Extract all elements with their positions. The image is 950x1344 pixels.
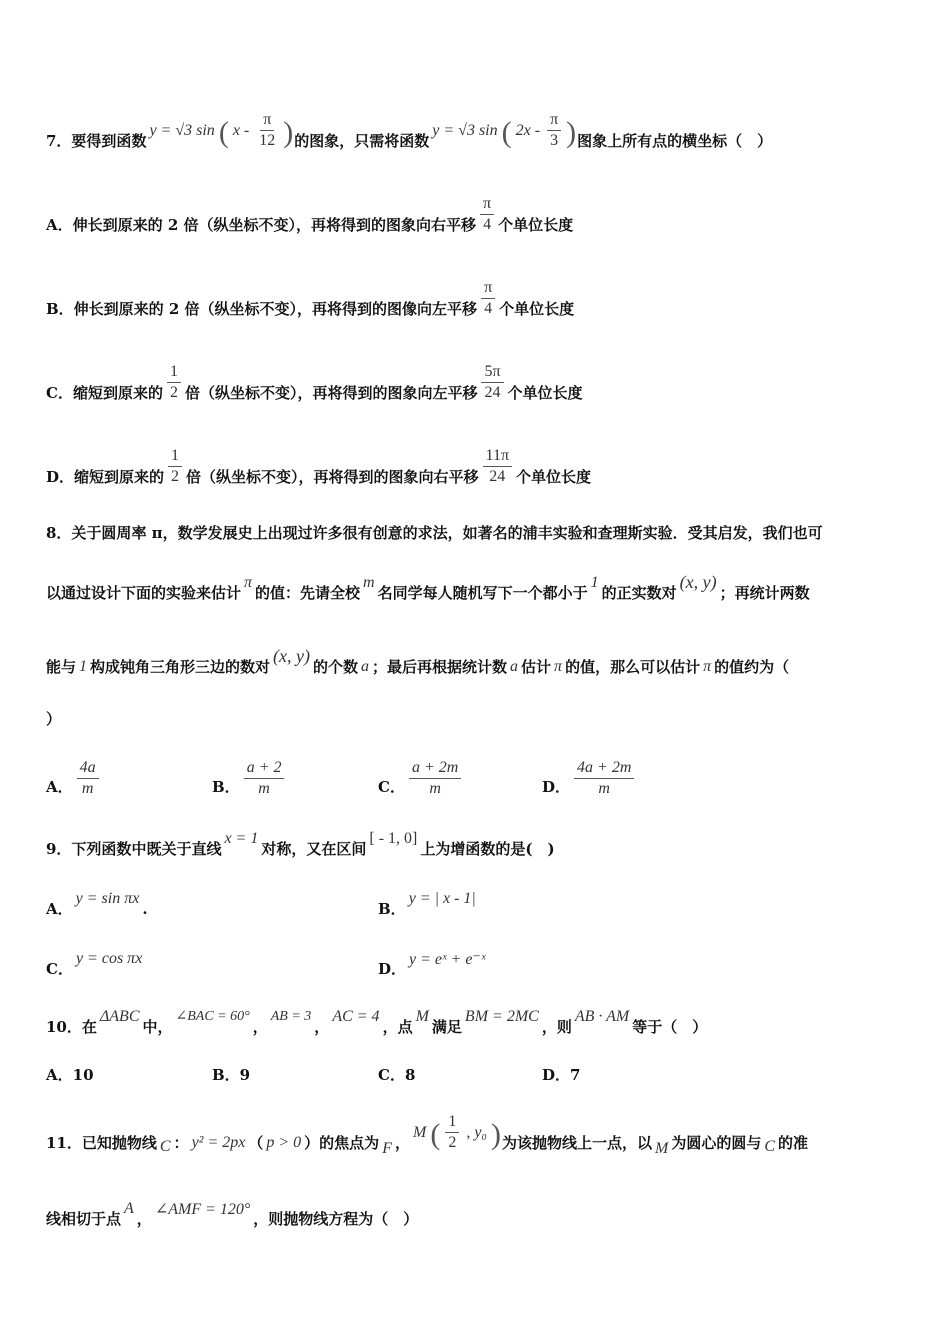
- q7-mid: 的图象，只需将函数: [294, 132, 430, 150]
- q7-func1: y = √3 sin: [149, 121, 215, 139]
- q8-line3: 能与 1 构成钝角三角形三边的数对 (x, y) 的个数 a ；最后再根据统计数 a 估计 π 的值，那么可以估计 π 的值约为（: [46, 646, 790, 676]
- paren-open: (: [430, 1117, 441, 1151]
- q10-option-b[interactable]: B．9: [212, 1066, 251, 1084]
- q7-stem: [46, 111, 910, 161]
- q8-option-a[interactable]: A． $\frac{4a}{m}$: [46, 766, 103, 807]
- q7-prefix: 7．要得到函数: [46, 132, 147, 150]
- q9-option-b[interactable]: B． y = | x - 1|: [378, 889, 476, 918]
- q7-option-d[interactable]: D．缩短到原来的 $\frac{1}{2}$ 倍（纵坐标不变），再将得到的图象向右平移 $\frac{11\pi}{24}$ 个单位长度: [46, 447, 592, 486]
- q7-func2-fraction: $\frac{\pi}{3}$: [547, 110, 561, 151]
- q10-stem: 10．在 ΔABC 中， ∠BAC = 60° ， AB = 3 ， AC = 4 ，点 M 满足 BM = 2MC ，则 AB · AM 等于（ ）: [46, 1007, 708, 1036]
- paren-open: (: [218, 115, 229, 149]
- paren-close: ): [490, 1117, 501, 1151]
- q10-option-a[interactable]: A．10: [46, 1066, 94, 1084]
- q11-line2: 线相切于点 A ， ∠AMF = 120° ，则抛物线方程为（ ）: [46, 1199, 419, 1228]
- q8-line1: 8．关于圆周率 π，数学发展史上出现过许多很有创意的求法，如著名的浦丰实验和查理斯实验．受其启发，我们也可: [46, 524, 823, 542]
- q9-option-d[interactable]: D． y = eˣ + e⁻ˣ: [378, 950, 486, 978]
- paren-close: ): [566, 115, 577, 149]
- q10-option-c[interactable]: C．8: [378, 1066, 416, 1084]
- paren-open: (: [501, 115, 512, 149]
- q9-option-c[interactable]: C． y = cos πx: [46, 949, 143, 978]
- q11-line1: 11．已知抛物线 C ： y² = 2px （ p > 0 ）的焦点为 F ， M ( $\frac{1}{2}$ , y₀ ) 为该抛物线上一点，以 M 为圆心的圆与 C 的准: [46, 1113, 809, 1157]
- paren-close: ): [283, 115, 294, 149]
- q7-option-b[interactable]: B．伸长到原来的 2 倍（纵坐标不变），再将得到的图像向左平移 $\frac{\pi}{4}$ 个单位长度: [46, 279, 575, 318]
- q8-option-c[interactable]: C． $\frac{a + 2m}{m}$: [378, 766, 465, 807]
- q8-line2: 以通过设计下面的实验来估计 π 的值：先请全校 m 名同学每人随机写下一个都小于 1 的正实数对 (x, y) ；再统计两数: [46, 572, 810, 602]
- q10-option-d[interactable]: D．7: [542, 1066, 581, 1084]
- q8-option-b[interactable]: B． $\frac{a + 2}{m}$: [212, 766, 288, 807]
- q7-option-c[interactable]: C．缩短到原来的 $\frac{1}{2}$ 倍（纵坐标不变），再将得到的图象向左平移 $\frac{5\pi}{24}$ 个单位长度: [46, 363, 583, 402]
- q7-func2: y = √3 sin: [432, 121, 498, 139]
- q8-line4: ）: [46, 710, 62, 728]
- q7-func1-fraction: $\frac{\pi}{12}$: [259, 111, 276, 149]
- q8-option-d[interactable]: D． $\frac{4a + 2m}{m}$: [542, 766, 638, 807]
- q7-option-a[interactable]: A．伸长到原来的 2 倍（纵坐标不变），再将得到的图象向右平移 $\frac{\pi}{4}$ 个单位长度: [46, 195, 574, 234]
- q7-func2-inner: 2x -: [515, 121, 541, 139]
- q9-stem: 9．下列函数中既关于直线 x = 1 对称，又在区间 [ - 1, 0] 上为增函数的是( ): [46, 829, 555, 858]
- q7-suffix: 图象上所有点的横坐标（ ）: [577, 132, 773, 150]
- q7-func1-inner: x -: [232, 121, 250, 139]
- q9-option-a[interactable]: A． y = sin πx .: [46, 889, 148, 918]
